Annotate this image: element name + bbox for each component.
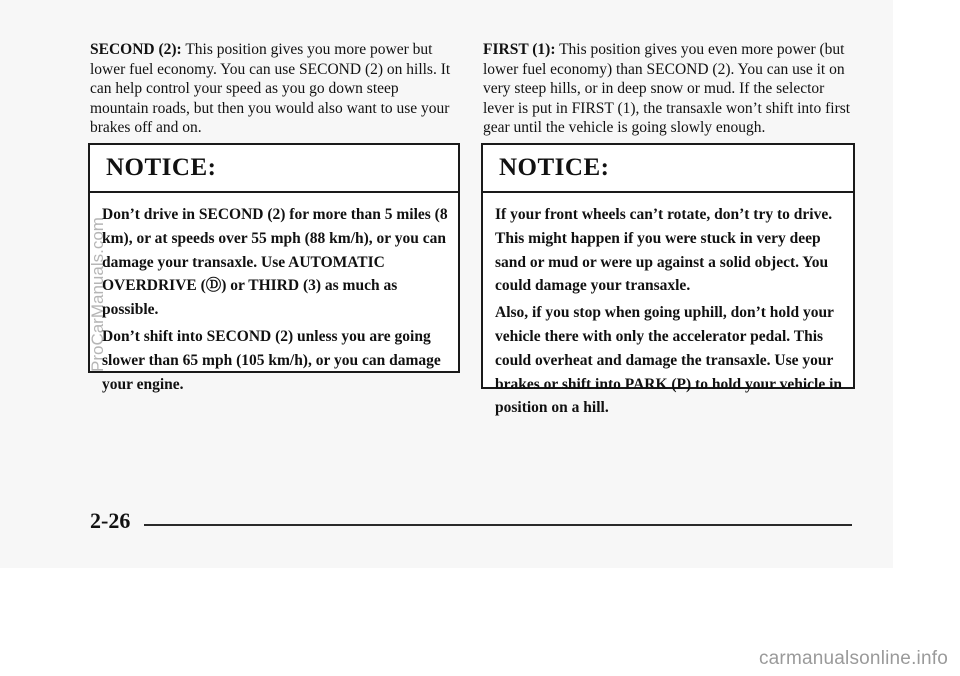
first-gear-text: This position gives you even more power (but lower fuel economy) than SECOND (2). You can use it on very steep hills, or in deep snow or mud. If the selector lever is put in FIRST (1), the transaxle won’t shift into first gear until the vehicle is going slowly enough. [483,41,851,136]
page-number: 2-26 [90,508,131,533]
notice-body-left [90,193,458,396]
notice-box-right [481,143,855,417]
second-gear-text: This position gives you more power but lower fuel economy. You can use SECOND (2) on hills. It can help control your speed as you go down steep mountain roads, but then you would also want to use your brakes off and on. [90,41,451,136]
first-gear-paragraph [483,40,853,138]
site-label: carmanualsonline.info [758,648,948,669]
notice-left-paragraph-1: Don’t drive in SECOND (2) for more than 5 miles (8 km), or at speeds over 55 mph (88 km/h), or you can damage your transaxle. Use AUTOMATIC OVERDRIVE (Ⓓ) or THIRD (3) as much as possible. [102,206,448,319]
watermark: ProCarManuals.com [88,217,107,372]
first-gear-section [483,40,853,138]
second-gear-paragraph [90,40,460,138]
notice-right-paragraph-2: Also, if you stop when going uphill, don’t hold your vehicle there with only the accelerator pedal. This could overheat and damage the transaxle. Use your brakes or shift into PARK (P) to hold your vehicle in position on a hill. [495,304,843,417]
notice-body-right [483,193,853,420]
second-gear-heading: SECOND (2): [90,41,182,58]
first-gear-heading: FIRST (1): [483,41,556,58]
second-gear-section [90,40,460,138]
notice-box-left [88,143,460,393]
footer-rule [144,524,852,526]
notice-left-paragraph-2: Don’t shift into SECOND (2) unless you are going slower than 65 mph (105 km/h), or you can damage your engine. [102,327,441,393]
notice-right-paragraph-1: If your front wheels can’t rotate, don’t try to drive. This might happen if you were stuck in very deep sand or mud or were up against a solid object. You could damage your transaxle. [495,206,833,295]
notice-title-right: NOTICE: [483,145,853,193]
notice-title-left: NOTICE: [90,145,458,193]
